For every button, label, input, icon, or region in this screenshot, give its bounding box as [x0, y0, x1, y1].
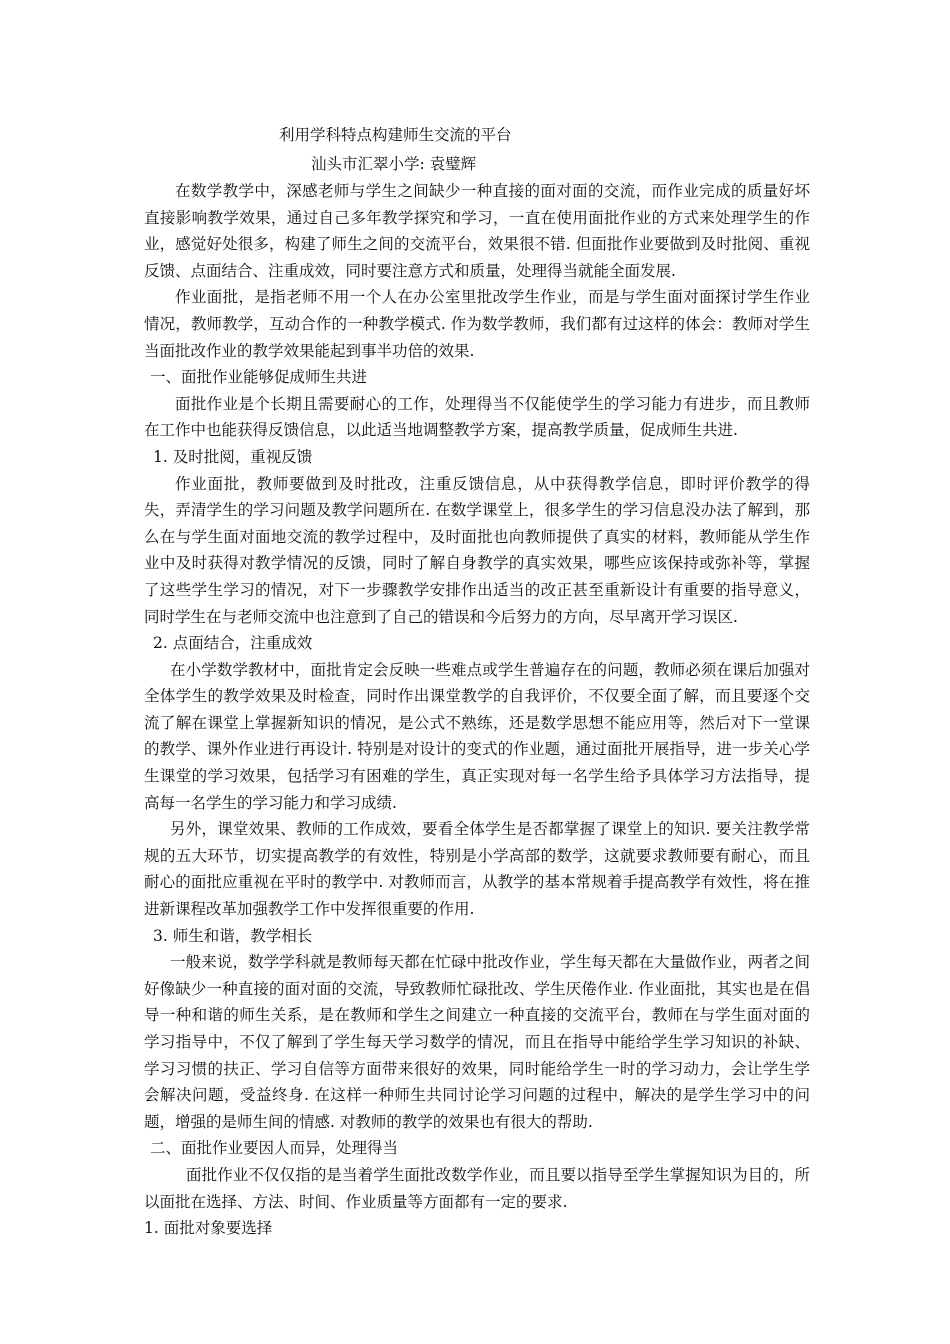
document-title: 利用学科特点构建师生交流的平台: [279, 126, 512, 144]
document-page: [144, 120, 810, 1242]
subsection-1-1-heading: 1. 及时批阅，重视反馈: [153, 447, 313, 466]
subsection-1-3-paragraph: 一般来说，数学学科就是教师每天都在忙碌中批改作业，学生每天都在大量做作业，两者之间好像缺少一种直接的面对面的交流，导致教师忙碌批改、学生厌倦作业. 作业面批，其实也是在倡导一种和谐的师生关系，是在教师和学生之间建立一种直接的交流平台，教师在与学生面对面的学习指导中，不仅了解到了学生每天学习数学的情况，而且在指导中能给学生学习知识的补缺、学习习惯的扶正、学习自信等方面带来很好的效果，同时能给学生一时的学习动力，会让学生学会解决问题，受益终身. 在这样一种师生共同讨论学习问题的过程中，解决的是学生学习中的问题，增强的是师生间的情感. 对教师的教学的效果也有很大的帮助.: [144, 953, 810, 1131]
document-author: 汕头市汇翠小学: 袁璧辉: [311, 155, 477, 173]
section-2-heading: 二、面批作业要因人而异，处理得当: [150, 1139, 399, 1158]
subsection-1-1-paragraph: 作业面批，教师要做到及时批改，注重反馈信息，从中获得教学信息，即时评价教学的得失，弄清学生的学习问题及教学问题所在. 在数学课堂上，很多学生的学习信息没办法了解到，那么在与学生面对面地交流的教学过程中，及时面批也向教师提供了真实的材料，教师能从学生作业中及时获得对教学情况的反馈，同时了解自身教学的真实效果，哪些应该保持或弥补等，掌握了这些学生学习的情况，对下一步骤教学安排作出适当的改正甚至重新设计有重要的指导意义，同时学生在与老师交流中也注意到了自己的错误和今后努力的方向，尽早离开学习误区.: [144, 474, 810, 626]
section-2-paragraph: 面批作业不仅仅指的是当着学生面批改数学作业，而且要以指导至学生掌握知识为目的，所以面批在选择、方法、时间、作业质量等方面都有一定的要求.: [144, 1165, 810, 1211]
subsection-1-2-paragraph-1: 在小学数学教材中，面批肯定会反映一些难点或学生普遍存在的问题，教师必须在课后加强对全体学生的教学效果及时检查，同时作出课堂教学的自我评价，不仅要全面了解，而且要逐个交流了解在课堂上掌握新知识的情况，是公式不熟练，还是数学思想不能应用等，然后对下一堂课的教学、课外作业进行再设计. 特别是对设计的变式的作业题，通过面批开展指导，进一步关心学生课堂的学习效果，包括学习有困难的学生，真正实现对每一名学生给予具体学习方法指导，提高每一名学生的学习能力和学习成绩.: [144, 660, 810, 812]
subsection-1-2-heading: 2. 点面结合，注重成效: [153, 634, 313, 653]
subsection-1-3-heading: 3. 师生和谐，教学相长: [153, 926, 313, 945]
intro-paragraph-2: 作业面批，是指老师不用一个人在办公室里批改学生作业，而是与学生面对面探讨学生作业情况，教师教学，互动合作的一种教学模式. 作为数学教师，我们都有过这样的体会：教师对学生当面批改作业的教学效果能起到事半功倍的效果.: [144, 288, 810, 360]
intro-paragraph-1: 在数学教学中，深感老师与学生之间缺少一种直接的面对面的交流，而作业完成的质量好坏直接影响教学效果，通过自己多年教学探究和学习，一直在使用面批作业的方式来处理学生的作业，感觉好处很多，构建了师生之间的交流平台，效果很不错. 但面批作业要做到及时批阅、重视反馈、点面结合、注重成效，同时要注意方式和质量，处理得当就能全面发展.: [144, 182, 810, 280]
section-1-paragraph: 面批作业是个长期且需要耐心的工作，处理得当不仅能使学生的学习能力有进步，而且教师在工作中也能获得反馈信息，以此适当地调整教学方案，提高教学质量，促成师生共进.: [144, 394, 810, 440]
subsection-2-1-heading: 1. 面批对象要选择: [144, 1219, 273, 1238]
subsection-1-2-paragraph-2: 另外，课堂效果、教师的工作成效，要看全体学生是否都掌握了课堂上的知识. 要关注教学常规的五大环节，切实提高教学的有效性，特别是小学高部的数学，这就要求教师要有耐心，而且耐心的面批应重视在平时的教学中. 对教师而言，从教学的基本常规着手提高教学有效性，将在推进新课程改革加强教学工作中发挥很重要的作用.: [144, 820, 810, 919]
section-1-heading: 一、面批作业能够促成师生共进: [150, 368, 368, 387]
